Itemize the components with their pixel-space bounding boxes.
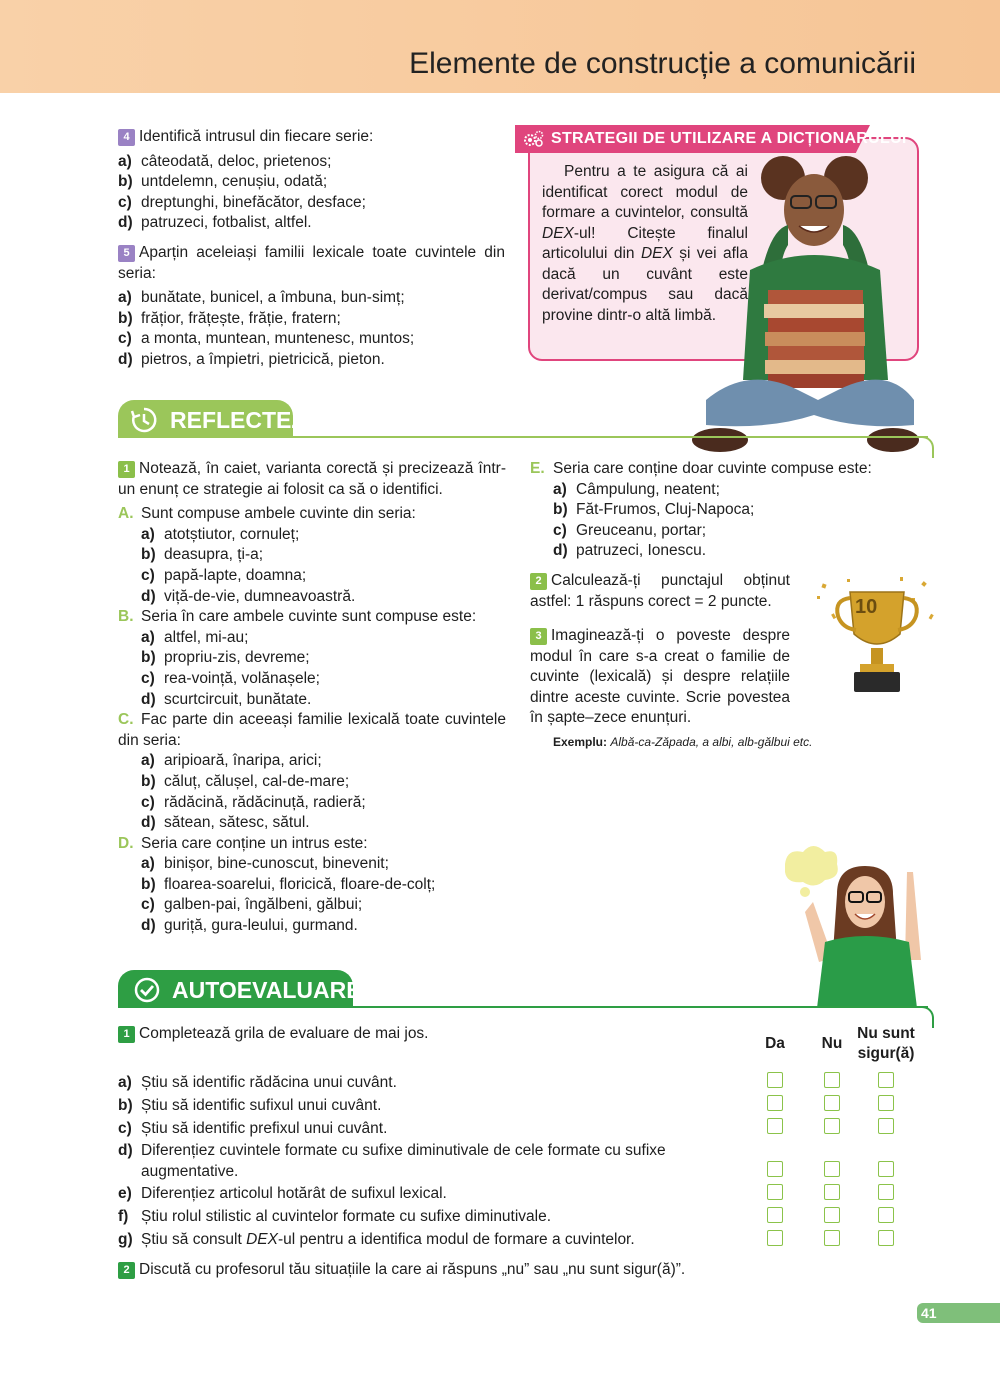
option: b) Făt-Frumos, Cluj-Napoca; <box>553 501 755 519</box>
clock-refresh-icon <box>130 406 158 441</box>
question-b-options <box>118 628 506 710</box>
exercise-number-badge: 1 <box>118 1026 135 1043</box>
column-yes: Da <box>765 1035 785 1052</box>
option: a) altfel, mi-au; <box>141 628 249 646</box>
exercise-5-prompt: 5 Aparțin aceleiași familii lexicale toate cuvintele din seria: <box>118 244 505 282</box>
reflectez-exercise-3: 3 Imaginează-ți o poveste despre modul în care s-a creat o familie de cuvinte (lexicală) și despre relațiile dintre aceste cuvinte. Scrie povestea în șapte–zece enunțuri. <box>530 627 790 727</box>
question-e: E. Seria care conține doar cuvinte compuse este: <box>530 460 872 477</box>
check-circle-icon <box>133 976 161 1011</box>
checkbox-not-sure[interactable] <box>878 1118 894 1134</box>
reflectez-divider-curl <box>920 436 934 458</box>
exercise-number-badge: 2 <box>118 1262 135 1279</box>
checkbox-yes[interactable] <box>767 1072 783 1088</box>
option: c) rădăcină, rădăcinuță, radieră; <box>141 793 366 811</box>
reflectez-exercise-2: 2 Calculează-ți punctajul obținut astfel: 1 răspuns corect = 2 puncte. <box>530 572 790 610</box>
checkbox-not-sure[interactable] <box>878 1161 894 1177</box>
option: b) floarea-soarelui, floricică, floare-de-colț; <box>141 875 436 893</box>
evaluation-checkbox-grid <box>767 1072 897 1247</box>
student-pointing-illustration <box>775 842 930 1015</box>
question-a: A. Sunt compuse ambele cuvinte din seria: <box>118 505 416 523</box>
option: b) frățior, frățește, frăție, fratern; <box>118 309 341 327</box>
column-not-sure: Nu sunt sigur(ă) <box>857 1025 915 1062</box>
option: c) galben-pai, îngălbeni, gălbui; <box>141 896 363 914</box>
checkbox-no[interactable] <box>824 1230 840 1246</box>
exercise-4-options <box>118 152 508 234</box>
evaluation-item: a) Știu să identific rădăcina unui cuvânt. <box>118 1074 397 1091</box>
checkbox-yes[interactable] <box>767 1095 783 1111</box>
option: d) scurtcircuit, bunătate. <box>141 690 312 708</box>
checkbox-not-sure[interactable] <box>878 1095 894 1111</box>
exercise-number-badge: 5 <box>118 245 135 262</box>
autoevaluare-exercise-1: 1 Completează grila de evaluare de mai jos. <box>118 1024 429 1045</box>
option: a) aripioară, înaripa, arici; <box>141 752 322 770</box>
checkbox-not-sure[interactable] <box>878 1184 894 1200</box>
checkbox-yes[interactable] <box>767 1118 783 1134</box>
exercise-4-prompt: 4 Identifică intrusul din fiecare serie: <box>118 127 508 148</box>
exercise-5 <box>118 243 505 371</box>
option: a) câteodată, deloc, prietenos; <box>118 152 332 170</box>
autoevaluare-title: AUTOEVALUARE <box>172 977 362 1003</box>
checkbox-yes[interactable] <box>767 1184 783 1200</box>
question-a-options <box>118 525 506 607</box>
option: d) pietros, a împietri, pietricică, pieton. <box>118 350 385 368</box>
question-e-options <box>530 480 892 562</box>
evaluation-item: d) Diferențiez cuvintele formate cu sufixe diminutivale de cele formate cu sufixe augmentative. <box>118 1142 666 1180</box>
checkbox-yes[interactable] <box>767 1230 783 1246</box>
evaluation-item: f) Știu rolul stilistic al cuvintelor formate cu sufixe diminutivale. <box>118 1208 552 1225</box>
option: d) viță-de-vie, dumneavoastră. <box>141 587 356 605</box>
question-e-block <box>530 459 892 562</box>
checkbox-no[interactable] <box>824 1095 840 1111</box>
checkbox-not-sure[interactable] <box>878 1207 894 1223</box>
option: a) binișor, bine-cunoscut, binevenit; <box>141 855 389 873</box>
option: c) a monta, muntean, muntenesc, muntos; <box>118 330 415 348</box>
option: c) dreptunghi, binefăcător, desface; <box>118 193 366 211</box>
exercise-4 <box>118 127 508 234</box>
strategy-title: STRATEGII DE UTILIZARE A DICȚIONARULUI <box>551 130 907 147</box>
option: b) căluț, călușel, cal-de-mare; <box>141 772 350 790</box>
evaluation-item: g) Știu să consult DEX-ul pentru a identifica modul de formare a cuvintelor. <box>118 1231 635 1248</box>
option: b) untdelemn, cenușiu, odată; <box>118 173 328 191</box>
question-c-options <box>118 751 506 833</box>
checkbox-no[interactable] <box>824 1184 840 1200</box>
option: d) sătean, sătesc, sătul. <box>141 814 310 832</box>
question-b: B. Seria în care ambele cuvinte sunt compuse este: <box>118 608 477 626</box>
option: c) Greuceanu, portar; <box>553 521 707 539</box>
exercise-number-badge: 4 <box>118 129 135 146</box>
student-with-books-illustration <box>688 150 920 462</box>
option: a) atotștiutor, cornuleț; <box>141 525 300 543</box>
question-d-options <box>118 854 506 936</box>
reflectez-exercise-1 <box>118 459 506 937</box>
autoevaluare-exercise-2: 2 Discută cu profesorul tău situațiile la care ai răspuns „nu” sau „nu sunt sigur(ă)”. <box>118 1260 818 1281</box>
evaluation-items <box>118 1071 678 1251</box>
option: d) patruzeci, fotbalist, altfel. <box>118 214 312 232</box>
evaluation-item: b) Știu să identific sufixul unui cuvânt. <box>118 1097 382 1114</box>
reflectez-example: Exemplu: Albă-ca-Zăpada, a albi, alb-gălbui etc. <box>553 735 813 749</box>
reflectez-exercise-1-prompt: 1 Notează, în caiet, varianta corectă și precizează într-un enunț ce strategie ai folosit ca să o identifici. <box>118 460 506 498</box>
checkbox-not-sure[interactable] <box>878 1230 894 1246</box>
evaluation-item: c) Știu să identific prefixul unui cuvânt. <box>118 1120 388 1137</box>
checkbox-yes[interactable] <box>767 1207 783 1223</box>
checkbox-no[interactable] <box>824 1072 840 1088</box>
checkbox-no[interactable] <box>824 1161 840 1177</box>
column-no: Nu <box>821 1035 843 1052</box>
option: d) patruzeci, Ionescu. <box>553 542 707 560</box>
autoevaluare-divider-curl <box>920 1006 934 1028</box>
trophy-icon <box>812 574 942 705</box>
question-c: C. Fac parte din aceeași familie lexicală toate cuvintele din seria: <box>118 711 506 749</box>
checkbox-no[interactable] <box>824 1118 840 1134</box>
exercise-5-options <box>118 288 505 370</box>
exercise-number-badge: 2 <box>530 573 547 590</box>
strategy-text: Pentru a te asigura că ai identificat corect modul de formare a cuvintelor, consultă DEX-ul! Citește finalul articolului din DEX și vei afla dacă un cuvânt este derivat/compus sau dacă provine dintr-o altă limbă. <box>542 163 748 324</box>
checkbox-no[interactable] <box>824 1207 840 1223</box>
trophy-number: 10 <box>855 596 878 618</box>
page-number: 41 <box>921 1305 937 1321</box>
option: b) deasupra, ți-a; <box>141 546 264 564</box>
option: a) bunătate, bunicel, a îmbuna, bun-simț; <box>118 289 405 307</box>
option: d) guriță, gura-leului, gurmand. <box>141 917 358 935</box>
page-title: Elemente de construcție a comunicării <box>409 47 916 80</box>
exercise-number-badge: 3 <box>530 628 547 645</box>
checkbox-yes[interactable] <box>767 1161 783 1177</box>
option: b) propriu-zis, devreme; <box>141 649 310 667</box>
option: a) Câmpulung, neatent; <box>553 480 720 498</box>
evaluation-item: e) Diferențiez articolul hotărât de sufixul lexical. <box>118 1185 447 1202</box>
question-d: D. Seria care conține un intrus este: <box>118 834 368 852</box>
checkbox-not-sure[interactable] <box>878 1072 894 1088</box>
exercise-number-badge: 1 <box>118 461 135 478</box>
gears-icon <box>522 129 546 156</box>
reflectez-title: REFLECTEZ <box>170 407 306 433</box>
option: c) rea-voință, volănașele; <box>141 669 320 687</box>
option: c) papă-lapte, doamna; <box>141 566 307 584</box>
